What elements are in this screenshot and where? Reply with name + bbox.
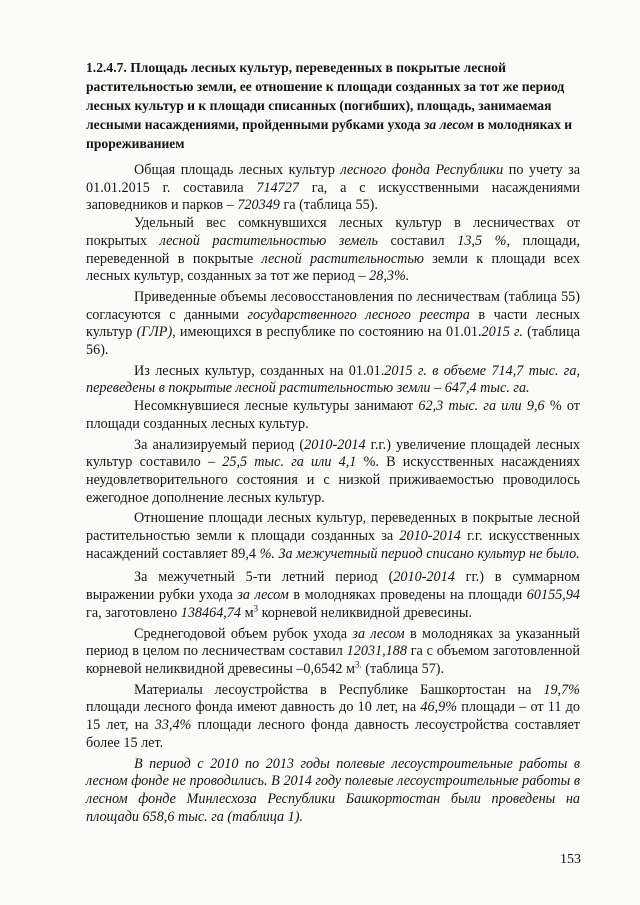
paragraph-text: За анализируемый период ( <box>134 436 305 453</box>
paragraph-italic: %. За межучетный период списано культур не было. <box>259 545 580 562</box>
paragraph-text: га, заготовлено <box>86 604 181 621</box>
paragraph-2 <box>86 215 580 286</box>
paragraph-9 <box>86 626 580 679</box>
paragraph-1 <box>86 162 580 215</box>
paragraph-text: площади – от 11 до 15 лет, на <box>86 699 580 734</box>
paragraph-italic: 19,7% <box>543 681 580 698</box>
paragraph-text: Среднегодовой объем рубок ухода <box>134 625 353 642</box>
paragraph-text: площади лесного фонда давность лесоустройства составляет более 15 лет. <box>86 717 580 751</box>
paragraph-text: %. В искусственных насаждениях неудовлетворительного состояния и с низкой приживаемостью проводилось ежегодное дополнение лесных культур. <box>86 454 580 506</box>
paragraph-italic: за лесом <box>352 625 405 642</box>
paragraph-italic: 2010-2014 <box>393 569 455 586</box>
paragraph-italic: лесной растительностью <box>261 250 424 267</box>
paragraph-text: корневой неликвидной древесины. <box>258 604 472 621</box>
section-title-italic: за лесом <box>424 117 474 132</box>
paragraph-text: имеющихся в республике по состоянию на 01.01. <box>175 324 482 341</box>
paragraph-text: Несомкнувшиеся лесные культуры занимают <box>134 398 419 415</box>
paragraph-italic: государственного лесного реестра <box>247 306 470 323</box>
paragraph-text: составил <box>377 232 458 249</box>
paragraph-text: % от площади созданных лесных культур. <box>86 398 580 432</box>
paragraph-italic: 2010-2014 <box>399 528 461 545</box>
paragraph-italic: 2010-2014 <box>304 436 366 453</box>
paragraph-4 <box>86 363 580 398</box>
paragraph-text: г.г. искусственных насаждений составляет 89,4 <box>86 528 580 562</box>
superscript: 3. <box>354 659 362 670</box>
paragraph-italic: 33,4% <box>154 717 192 734</box>
section-number: 1.2.4.7. <box>86 60 127 75</box>
paragraph-text: м <box>241 604 254 621</box>
paragraph-text: земли к площади всех лесных культур, созданных за тот же период – <box>86 250 580 285</box>
paragraph-text: Приведенные объемы лесовосстановления по лесничествам (таблица 55) согласуются с данными <box>86 288 580 323</box>
paragraph-italic: лесной растительностью земель <box>159 232 378 249</box>
paragraph-text: в части лесных культур <box>86 306 581 341</box>
paragraph-text: Из лесных культур, созданных на 01.01. <box>134 362 385 379</box>
paragraph-text: г.г.) увеличение площадей лесных культур составило – <box>86 436 580 471</box>
paragraph-text: в молодняках проведены на площади <box>288 587 527 604</box>
superscript: 3 <box>253 603 259 614</box>
paragraph-7 <box>86 510 580 563</box>
paragraph-text: (таблица 57). <box>361 660 445 677</box>
paragraph-italic: 25,5 тыс. га или 4,1 <box>222 454 357 471</box>
paragraph-text: Удельный вес сомкнувшихся лесных культур в лесничествах от покрытых <box>86 215 580 249</box>
paragraph-text: За межучетный 5-ти летний период ( <box>134 569 394 586</box>
paragraph-11: В период с 2010 по 2013 годы полевые лесоустроительные работы в лесном фонде не проводились. В 2014 году полевые лесоустроительные работы в лесном фонде Минлесхоза Республики Башкортостан были проведены на площади 658,6 тыс. га (таблица 1). <box>86 755 580 825</box>
paragraph-6 <box>86 437 580 508</box>
section-title-end: в молодняках и прореживанием <box>86 117 573 151</box>
paragraph-italic: за лесом <box>237 587 289 604</box>
paragraph-text: Отношение площади лесных культур, переведенных в покрытые лесной растительностью земли к площади созданных за <box>86 510 580 545</box>
paragraph-text: Материалы лесоустройства в Республике Башкортостан на <box>134 681 544 698</box>
paragraph-italic: лесного фонда Республики <box>340 162 504 178</box>
paragraph-italic: (ГЛР), <box>136 324 176 341</box>
section-heading <box>86 58 580 153</box>
paragraph-italic: 2015 г. в объеме 714,7 тыс. га, переведены в покрытые лесной растительностью земли – 647,4 тыс. га. <box>86 362 580 397</box>
paragraph-text: га (таблица 55). <box>279 197 378 214</box>
document-body <box>86 162 580 829</box>
paragraph-text: площади лесного фонда имеют давность до 10 лет, на <box>86 699 421 716</box>
paragraph-text: в молодняках за указанный период в целом по лесничествам составил <box>86 625 580 660</box>
paragraph-italic: 46,9% <box>420 699 458 716</box>
paragraph-3 <box>86 289 580 360</box>
paragraph-text: (таблица 56). <box>86 324 580 359</box>
paragraph-italic: 720349 <box>237 197 280 214</box>
paragraph-5 <box>86 398 580 433</box>
paragraph-8 <box>86 569 580 622</box>
paragraph-italic: 62,3 тыс. га или 9,6 <box>418 398 545 415</box>
paragraph-italic: 12031,188 <box>346 643 407 660</box>
paragraph-10 <box>86 682 580 753</box>
paragraph-italic: 2015 г. <box>481 324 523 341</box>
paragraph-text: га, а с искусственными насаждениями заповедников и парков – <box>86 179 580 214</box>
paragraph-text: по учету за 01.01.2015 г. составила <box>86 162 580 196</box>
paragraph-text: Общая площадь лесных культур <box>134 162 341 178</box>
paragraph-text: площади, переведенной в покрытые <box>86 232 580 267</box>
paragraph-italic: 60155,94 <box>526 587 580 604</box>
paragraph-italic: 138464,74 <box>180 604 242 621</box>
paragraph-text: гг.) в суммарном выражении рубки ухода <box>86 569 580 604</box>
page-number: 153 <box>560 852 581 867</box>
paragraph-italic: 714727 <box>256 179 299 196</box>
paragraph-italic: 13,5 %, <box>457 232 511 249</box>
section-title: Площадь лесных культур, переведенных в покрытые лесной растительностью земли, ее отношение к площади созданных за тот же период лесных культур и к площади списанных (погибших), площадь, занимаемая лесными насаждениями, пройденными рубками ухода <box>86 60 565 132</box>
paragraph-text: га с объемом заготовленной корневой неликвидной древесины –0,6542 м <box>86 643 580 677</box>
paragraph-italic: 28,3%. <box>369 268 410 285</box>
